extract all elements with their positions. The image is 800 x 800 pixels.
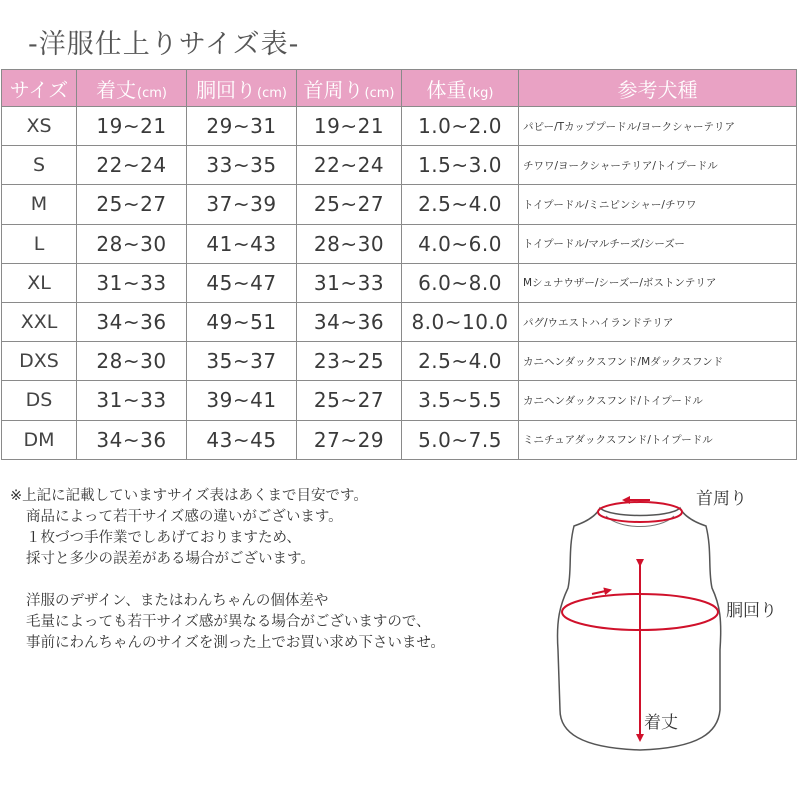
neck-cell: 31~33 bbox=[297, 263, 402, 302]
neck-cell: 34~36 bbox=[297, 302, 402, 341]
table-row bbox=[2, 420, 797, 459]
weight-cell: 3.5~5.5 bbox=[402, 381, 519, 420]
neck-cell: 22~24 bbox=[297, 146, 402, 185]
table-header-cell bbox=[402, 70, 519, 107]
chest-cell: 35~37 bbox=[187, 342, 297, 381]
chest-cell: 45~47 bbox=[187, 263, 297, 302]
table-row bbox=[2, 381, 797, 420]
table-header-cell bbox=[187, 70, 297, 107]
size-cell: L bbox=[2, 224, 77, 263]
chest-cell: 39~41 bbox=[187, 381, 297, 420]
table-row bbox=[2, 302, 797, 341]
length-cell: 34~36 bbox=[77, 302, 187, 341]
note-line: ※上記に記載していますサイズ表はあくまで目安です。 bbox=[10, 488, 368, 504]
neck-cell: 27~29 bbox=[297, 420, 402, 459]
neck-cell: 28~30 bbox=[297, 224, 402, 263]
table-row bbox=[2, 342, 797, 381]
weight-cell: 1.5~3.0 bbox=[402, 146, 519, 185]
header-label: 体重 bbox=[426, 77, 467, 102]
note-line: 洋服のデザイン、またはわんちゃんの個体差や bbox=[26, 593, 329, 609]
size-cell: M bbox=[2, 185, 77, 224]
table-row bbox=[2, 263, 797, 302]
breeds-cell: トイプードル/マルチーズ/シーズー bbox=[519, 224, 797, 263]
note-line: １枚づつ手作業でしあげておりますため、 bbox=[26, 530, 301, 546]
length-cell: 25~27 bbox=[77, 185, 187, 224]
table-header-cell bbox=[2, 70, 77, 107]
header-label: 胴回り bbox=[196, 77, 257, 102]
neck-cell: 25~27 bbox=[297, 381, 402, 420]
size-cell: DXS bbox=[2, 342, 77, 381]
chest-cell: 37~39 bbox=[187, 185, 297, 224]
length-cell: 34~36 bbox=[77, 420, 187, 459]
header-label: 首周り bbox=[303, 77, 364, 102]
size-table bbox=[1, 69, 797, 460]
breeds-cell: カニヘンダックスフンド/Mダックスフンド bbox=[519, 342, 797, 381]
note-line: 毛量によっても若干サイズ感が異なる場合がございますので、 bbox=[26, 614, 431, 630]
size-cell: DM bbox=[2, 420, 77, 459]
size-cell: S bbox=[2, 146, 77, 185]
header-unit: (cm) bbox=[257, 85, 287, 101]
table-row bbox=[2, 185, 797, 224]
header-label: 参考犬種 bbox=[617, 77, 698, 102]
table-header-cell bbox=[297, 70, 402, 107]
table-header-row bbox=[2, 70, 797, 107]
breeds-cell: Mシュナウザー/シーズー/ボストンテリア bbox=[519, 263, 797, 302]
chest-cell: 43~45 bbox=[187, 420, 297, 459]
chest-cell: 41~43 bbox=[187, 224, 297, 263]
weight-cell: 8.0~10.0 bbox=[402, 302, 519, 341]
chest-cell: 29~31 bbox=[187, 107, 297, 146]
length-cell: 22~24 bbox=[77, 146, 187, 185]
chest-label: 胴回り bbox=[726, 601, 777, 621]
weight-cell: 5.0~7.5 bbox=[402, 420, 519, 459]
length-cell: 31~33 bbox=[77, 381, 187, 420]
table-body bbox=[2, 107, 797, 460]
weight-cell: 2.5~4.0 bbox=[402, 185, 519, 224]
length-cell: 28~30 bbox=[77, 224, 187, 263]
neck-cell: 19~21 bbox=[297, 107, 402, 146]
garment-illustration bbox=[540, 470, 800, 790]
size-cell: XXL bbox=[2, 302, 77, 341]
breeds-cell: ミニチュアダックスフンド/トイプードル bbox=[519, 420, 797, 459]
weight-cell: 1.0~2.0 bbox=[402, 107, 519, 146]
note-line: 事前にわんちゃんのサイズを測った上でお買い求め下さいませ。 bbox=[26, 635, 445, 651]
breeds-cell: チワワ/ヨークシャーテリア/トイプードル bbox=[519, 146, 797, 185]
breeds-cell: カニヘンダックスフンド/トイプードル bbox=[519, 381, 797, 420]
chest-cell: 49~51 bbox=[187, 302, 297, 341]
neck-label: 首周り bbox=[696, 489, 747, 509]
table-row bbox=[2, 107, 797, 146]
neck-cell: 25~27 bbox=[297, 185, 402, 224]
size-cell: XL bbox=[2, 263, 77, 302]
breeds-cell: トイプードル/ミニピンシャー/チワワ bbox=[519, 185, 797, 224]
page-title: -洋服仕上りサイズ表- bbox=[28, 29, 300, 60]
breeds-cell: パグ/ウエストハイランドテリア bbox=[519, 302, 797, 341]
length-cell: 28~30 bbox=[77, 342, 187, 381]
weight-cell: 6.0~8.0 bbox=[402, 263, 519, 302]
chest-cell: 33~35 bbox=[187, 146, 297, 185]
header-label: サイズ bbox=[9, 77, 69, 102]
table-row bbox=[2, 224, 797, 263]
neck-cell: 23~25 bbox=[297, 342, 402, 381]
length-cell: 31~33 bbox=[77, 263, 187, 302]
breeds-cell: パピー/Tカッププードル/ヨークシャーテリア bbox=[519, 107, 797, 146]
size-cell: XS bbox=[2, 107, 77, 146]
note-line: 採寸と多少の誤差がある場合がございます。 bbox=[26, 551, 315, 567]
header-unit: (kg) bbox=[467, 85, 494, 101]
table-header-cell bbox=[519, 70, 797, 107]
header-unit: (cm) bbox=[137, 85, 167, 101]
garment-diagram bbox=[540, 470, 800, 794]
header-label: 着丈 bbox=[96, 77, 137, 102]
table-row bbox=[2, 146, 797, 185]
note-line: 商品によって若干サイズ感の違いがございます。 bbox=[26, 509, 343, 525]
weight-cell: 4.0~6.0 bbox=[402, 224, 519, 263]
weight-cell: 2.5~4.0 bbox=[402, 342, 519, 381]
notes bbox=[10, 486, 530, 654]
header-unit: (cm) bbox=[364, 85, 395, 101]
table-header-cell bbox=[77, 70, 187, 107]
length-label: 着丈 bbox=[644, 713, 678, 733]
size-cell: DS bbox=[2, 381, 77, 420]
length-cell: 19~21 bbox=[77, 107, 187, 146]
